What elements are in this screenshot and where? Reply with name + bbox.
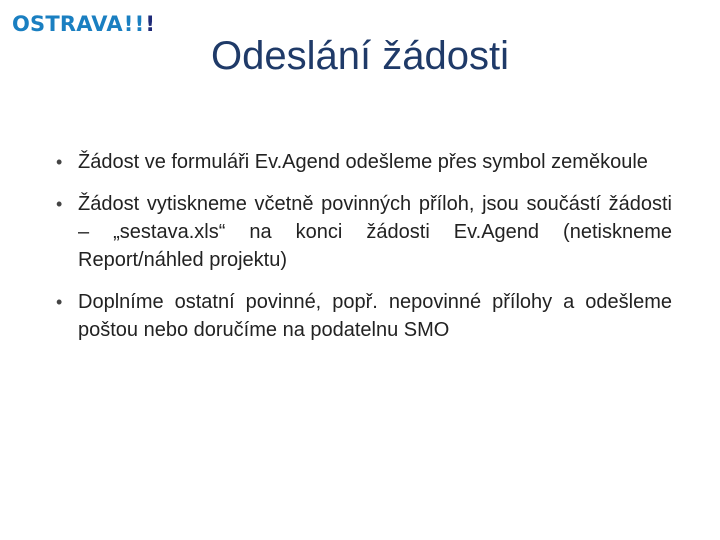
slide-content: [50, 148, 672, 358]
bullet-item: [50, 148, 672, 176]
logo-exclamation-3: !: [145, 12, 156, 36]
bullet-text: Doplníme ostatní povinné, popř. nepovinné přílohy a odešleme poštou nebo doručíme na podatelnu SMO: [78, 291, 672, 341]
bullet-marker: •: [56, 194, 63, 214]
logo-wordmark: OSTRAVA: [12, 12, 123, 36]
bullet-text: Žádost ve formuláři Ev.Agend odešleme přes symbol zeměkoule: [78, 151, 648, 173]
bullet-item: [50, 190, 672, 274]
bullet-text: Žádost vytiskneme včetně povinných příloh, jsou součástí žádosti – „sestava.xls“ na konci žádosti Ev.Agend (netiskneme Report/náhled projektu): [78, 193, 672, 271]
bullet-marker: •: [56, 152, 63, 172]
slide-title: Odeslání žádosti: [211, 34, 509, 78]
bullet-list: [50, 148, 672, 344]
logo-exclamation-1: !: [123, 12, 134, 36]
bullet-item: [50, 288, 672, 344]
logo-exclamation-2: !: [134, 12, 145, 36]
bullet-marker: •: [56, 292, 63, 312]
